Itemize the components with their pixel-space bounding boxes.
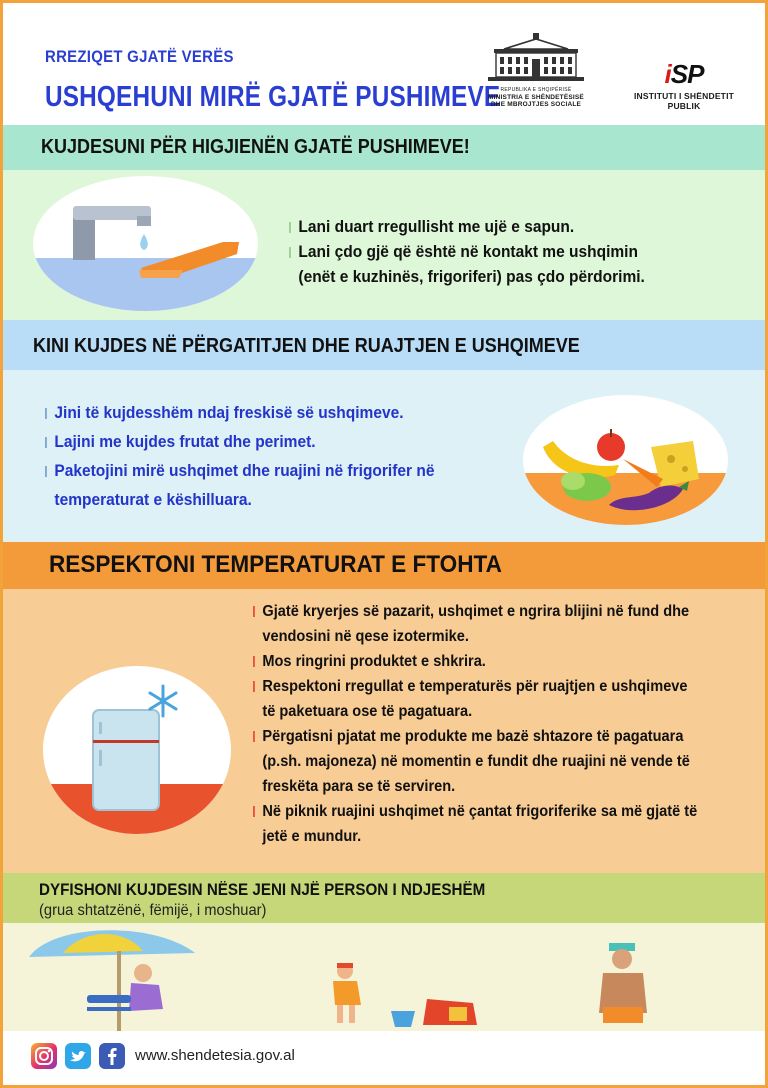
section3-title: RESPEKTONI TEMPERATURAT E FTOHTA xyxy=(49,551,502,578)
website-link[interactable]: www.shendetesia.gov.al xyxy=(135,1047,295,1064)
isp-logo-mark: iSP xyxy=(664,59,704,89)
beach-people-icon xyxy=(3,923,765,1031)
ministry-logo xyxy=(481,33,591,108)
facebook-glyph-icon xyxy=(99,1043,125,1069)
list-item: Lani çdo gjë që është në kontakt me ushqimin (enët e kuzhinës, frigoriferi) pas çdo përdorimi. xyxy=(289,240,721,290)
list-item: Jini të kujdesshëm ndaj freskisë së ushqimeve. xyxy=(45,399,477,428)
section2-image xyxy=(523,395,728,525)
section4-image xyxy=(3,923,765,1031)
list-item: Mos ringrini produktet e shkrira. xyxy=(253,649,719,674)
section2-title: KINI KUJDES NË PËRGATITJEN DHE RUAJTJEN E USHQIMEVE xyxy=(33,335,580,357)
fruits-vegetables-icon xyxy=(523,395,728,525)
ministry-name-1: MINISTRIA E SHËNDETËSISË xyxy=(488,94,584,101)
ministry-country: REPUBLIKA E SHQIPËRISË xyxy=(500,87,572,93)
twitter-glyph-icon xyxy=(65,1043,91,1069)
list-item: Respektoni rregullat e temperaturës për ruajtjen e ushqimeve të paketuara ose të pagatuara. xyxy=(253,674,719,724)
facebook-icon[interactable] xyxy=(99,1043,125,1069)
isp-logo xyxy=(619,61,749,111)
section1-title: KUJDESUNI PËR HIGJIENËN GJATË PUSHIMEVE! xyxy=(41,136,470,158)
page-title: USHQEHUNI MIRË GJATË PUSHIMEVE xyxy=(45,81,501,113)
ministry-name-2: DHE MBROJTJES SOCIALE xyxy=(490,101,582,108)
list-item: Paketojini mirë ushqimet dhe ruajini në frigorifer në temperaturat e këshilluara. xyxy=(45,457,477,515)
section1-list xyxy=(289,215,749,290)
footer xyxy=(3,1031,765,1085)
list-item: Në piknik ruajini ushqimet në çantat frigoriferike sa më gjatë të jetë e mundur. xyxy=(253,799,719,849)
section3-image xyxy=(43,666,231,834)
list-item: Lani duart rregullisht me ujë e sapun. xyxy=(289,215,721,240)
fridge-snowflake-icon xyxy=(43,666,231,834)
section1-image xyxy=(33,176,258,311)
twitter-icon[interactable] xyxy=(65,1043,91,1069)
list-item: Gjatë kryerjes së pazarit, ushqimet e ngrira blijini në fund dhe vendosini në qese izotermike. xyxy=(253,599,719,649)
ministry-building-icon xyxy=(484,33,588,85)
section4-title: DYFISHONI KUJDESIN NËSE JENI NJË PERSON I NDJESHËM xyxy=(39,881,486,899)
handwashing-faucet-icon xyxy=(33,176,258,311)
instagram-icon[interactable] xyxy=(31,1043,57,1069)
pre-title: RREZIQET GJATË VERËS xyxy=(45,47,234,66)
section2-list xyxy=(45,399,505,515)
header xyxy=(3,3,765,125)
section4-subtitle: (grua shtatzënë, fëmijë, i moshuar) xyxy=(39,902,267,919)
instagram-glyph-icon xyxy=(31,1043,57,1069)
section3-list xyxy=(253,599,749,849)
isp-name: INSTITUTI I SHËNDETIT PUBLIK xyxy=(633,91,735,111)
list-item: Lajini me kujdes frutat dhe perimet. xyxy=(45,428,477,457)
list-item: Përgatisni pjatat me produkte me bazë shtazore të pagatuara (p.sh. majoneza) në momentin e fundit dhe ruajini në vende të freskëta para se të serviren. xyxy=(253,724,719,799)
